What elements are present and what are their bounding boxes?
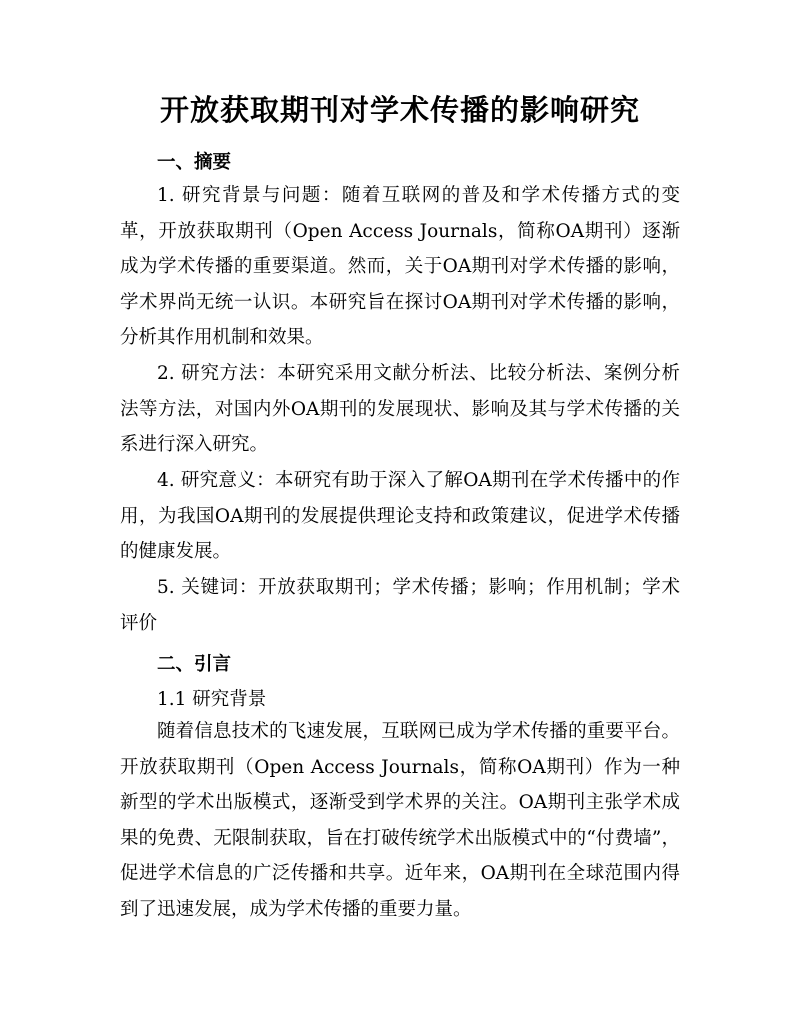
subsection-heading-background: 1.1 研究背景	[157, 689, 267, 710]
section-heading-abstract: 一、摘要	[157, 152, 232, 173]
abstract-paragraph-significance: 4. 研究意义：本研究有助于深入了解OA期刊在学术传播中的作用，为我国OA期刊的发展提供理论支持和政策建议，促进学术传播的健康发展。	[120, 470, 680, 563]
intro-paragraph: 随着信息技术的飞速发展，互联网已成为学术传播的重要平台。开放获取期刊（Open Access Journals，简称OA期刊）作为一种新型的学术出版模式，逐渐受到学术界的关注。OA期刊主张学术成果的免费、无限制获取，旨在打破传统学术出版模式中的“付费墙”，促进学术信息的广泛传播和共享。近年来，OA期刊在全球范围内得到了迅速发展，成为学术传播的重要力量。	[120, 721, 680, 920]
abstract-paragraph-methods: 2. 研究方法：本研究采用文献分析法、比较分析法、案例分析法等方法，对国内外OA期刊的发展现状、影响及其与学术传播的关系进行深入研究。	[120, 363, 680, 456]
section-heading-introduction: 二、引言	[157, 654, 232, 675]
abstract-paragraph-keywords: 5. 关键词：开放获取期刊；学术传播；影响；作用机制；学术评价	[120, 577, 680, 634]
abstract-paragraph-background: 1. 研究背景与问题：随着互联网的普及和学术传播方式的变革，开放获取期刊（Open Access Journals，简称OA期刊）逐渐成为学术传播的重要渠道。然而，关于OA期刊对学术传播的影响，学术界尚无统一认识。本研究旨在探讨OA期刊对学术传播的影响，分析其作用机制和效果。	[120, 185, 680, 349]
document-title: 开放获取期刊对学术传播的影响研究	[159, 93, 640, 127]
